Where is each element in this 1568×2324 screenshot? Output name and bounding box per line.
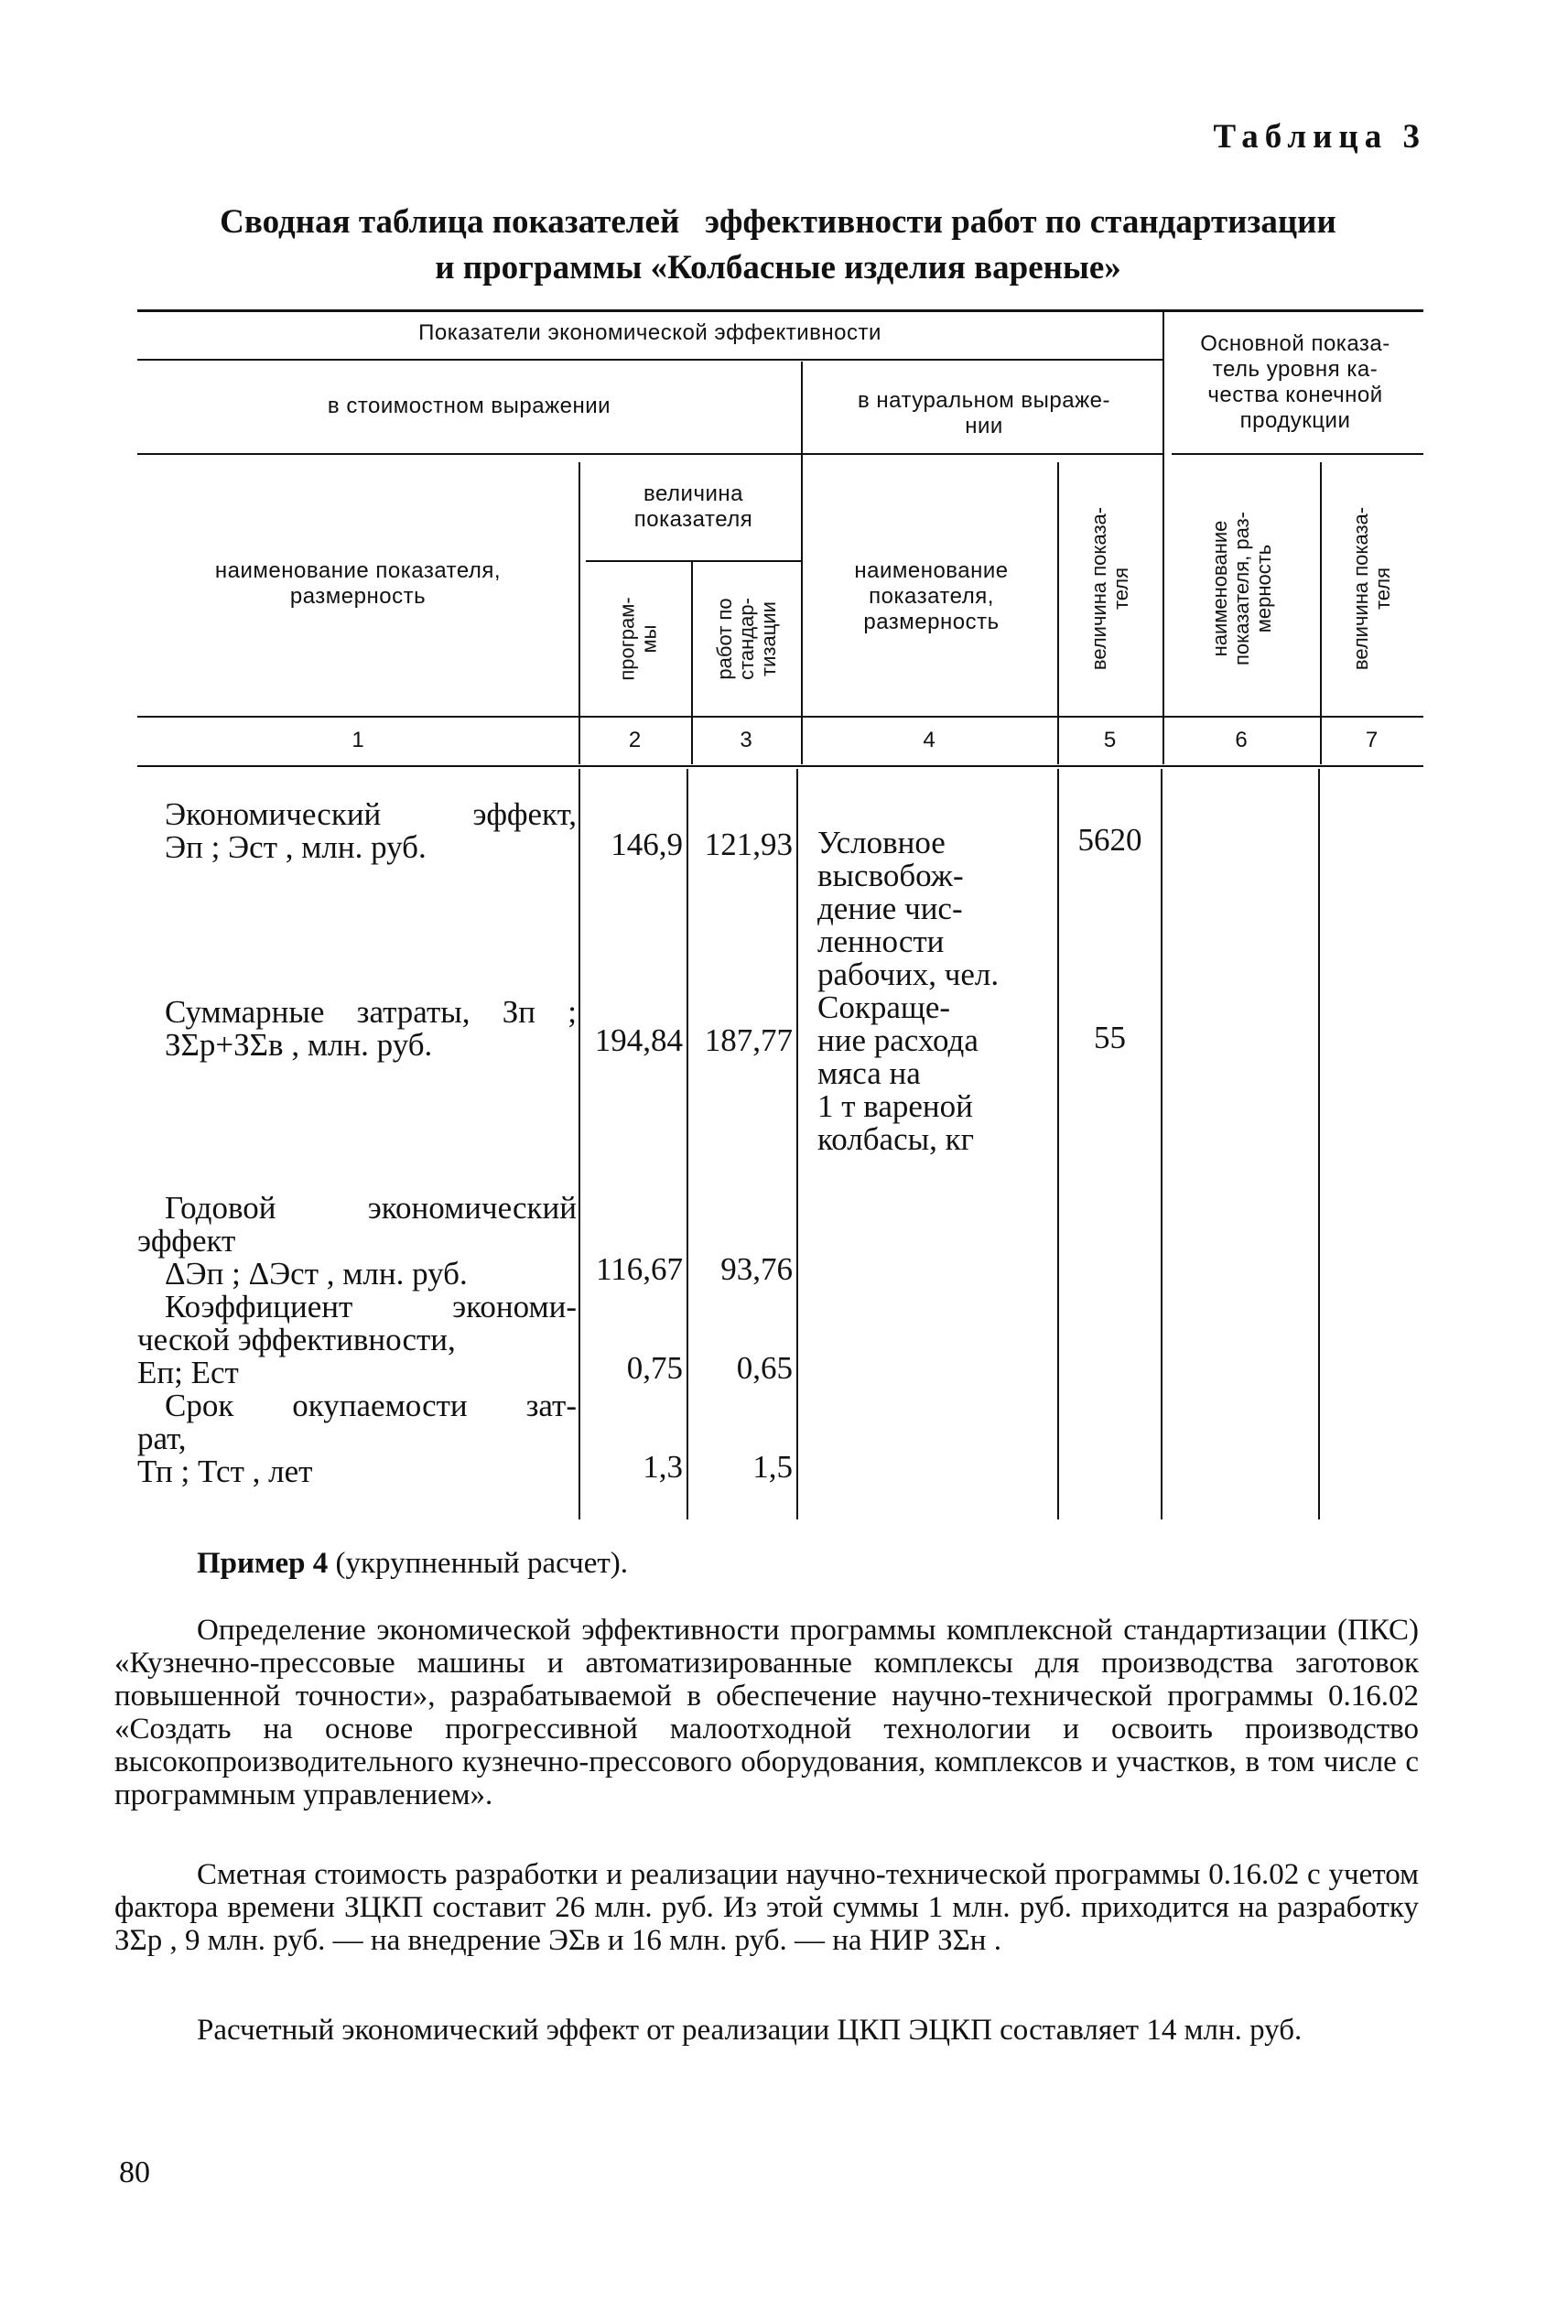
col-number-6: 6 — [1235, 728, 1248, 752]
example-label: Пример 4 — [197, 1547, 329, 1580]
col6-header: наименование показателя, раз- мерность — [1208, 511, 1275, 665]
body-divider-col2 — [687, 769, 688, 1519]
col-number-4: 4 — [923, 728, 935, 752]
col5-header: величина показа- теля — [1087, 506, 1133, 670]
row-efficiency-coef-name: Коэффициент экономи- ческой эффективности, Еп; Ест — [137, 1289, 577, 1390]
col1-header: наименование показателя, размерность — [214, 558, 502, 609]
table-title-line-1: Сводная таблица показателей эффективности работ по стандартизации — [220, 203, 1336, 241]
col-number-1: 1 — [351, 728, 364, 752]
table-number: Таблица 3 — [1213, 118, 1426, 156]
col3-header: работ по стандар- тизации — [712, 598, 780, 680]
col-number-3: 3 — [740, 728, 752, 752]
table-title — [137, 200, 1419, 291]
row-payback-name: Срок окупаемости зат- рат, Тп ; Тст , лет — [137, 1388, 577, 1489]
col-number-7: 7 — [1365, 728, 1379, 752]
efficiency-coef-standard-value: 0,65 — [736, 1350, 793, 1386]
paragraph-1: Определение экономической эффективности программы комплексной стандартизации (ПКС) «Кузнечно-прессовые машины и автоматизированные комплексы для производства заготовок повышенной точности», разрабатываемой в обеспечение научно-технической программы 0.16.02 «Создать на основе прогрессивной малоотходной технологии и освоить производство высокопроизводительного кузнечно-прессового оборудования, комплексов и участков, в том числе с программным управлением». — [114, 1614, 1419, 1811]
cost-group-header: в стоимостном выражении — [327, 394, 611, 418]
natural-value-1: 5620 — [1077, 822, 1142, 858]
total-costs-program-value: 194,84 — [594, 1022, 683, 1058]
body-divider-col4 — [1057, 769, 1059, 1519]
example-heading — [197, 1547, 628, 1581]
table-top-rule — [137, 309, 1423, 312]
body-divider-col1 — [579, 769, 580, 1519]
payback-standard-value: 1,5 — [752, 1449, 793, 1485]
body-divider-col5 — [1161, 769, 1162, 1519]
paragraph-3: Расчетный экономический эффект от реализации ЦКП ЭЦКП составляет 14 млн. руб. — [197, 2014, 1303, 2047]
body-divider-col6 — [1318, 769, 1320, 1519]
cost-group-rule — [137, 453, 1162, 455]
econ-group-rule — [137, 359, 1162, 361]
quality-group-rule — [1172, 453, 1423, 455]
col-number-2: 2 — [628, 728, 642, 752]
body-divider-col3 — [796, 769, 798, 1519]
paragraph-2: Сметная стоимость разработки и реализации научно-технической программы 0.16.02 с учетом фактора времени ЗЦКП составит 26 млн. руб. Из этой суммы 1 млн. руб. приходится на разработку ЗΣр , 9 млн. руб. — на внедрение ЭΣв и 16 млн. руб. — на НИР ЗΣн . — [114, 1858, 1419, 1957]
col-number-5: 5 — [1103, 728, 1117, 752]
col2-header: програм- мы — [615, 597, 661, 681]
annual-effect-standard-value: 93,76 — [720, 1251, 793, 1287]
total-costs-standard-value: 187,77 — [704, 1022, 793, 1058]
value-group-header: величина показателя — [633, 481, 753, 532]
econ-group-header: Показатели экономической эффективности — [418, 320, 881, 345]
row-annual-effect-name: Годовой экономический эффект ΔЭп ; ΔЭст , млн. руб. — [137, 1190, 577, 1292]
divider-after-cost — [801, 362, 803, 764]
efficiency-coef-program-value: 0,75 — [626, 1350, 683, 1386]
header-bottom-rule — [137, 716, 1423, 718]
row-econ-effect-name: Экономический эффект, Эп ; Эст , млн. руб. — [165, 796, 577, 865]
row-total-costs-name: Суммарные затраты, Зп ; ЗΣр+ЗΣв , млн. руб. — [165, 994, 577, 1063]
econ-effect-program-value: 146,9 — [611, 827, 683, 862]
col4-header: наименование показателя, размерность — [854, 558, 1009, 634]
quality-group-header: Основной показа- тель уровня ка- чества конечной продукции — [1200, 331, 1390, 433]
divider-col1 — [579, 462, 580, 764]
natural-group-header: в натуральном выраже- нии — [857, 388, 1111, 438]
annual-effect-program-value: 116,67 — [596, 1251, 683, 1287]
table-title-line-2: и программы «Колбасные изделия вареные» — [435, 249, 1121, 286]
value-group-rule — [586, 560, 801, 562]
page-number: 80 — [119, 2156, 150, 2189]
col7-header: величина показа- теля — [1349, 506, 1395, 670]
natural-indicator-1: Условное высвобож- дение чис- ленности рабочих, чел. — [817, 825, 1000, 992]
natural-indicator-2: Сокраще- ние расхода мяса на 1 т вареной колбасы, кг — [817, 989, 979, 1157]
example-note: (укрупненный расчет). — [328, 1547, 629, 1580]
payback-program-value: 1,3 — [643, 1449, 683, 1485]
econ-effect-standard-value: 121,93 — [704, 827, 793, 862]
colnum-bottom-rule — [137, 765, 1423, 767]
natural-value-2: 55 — [1094, 1020, 1126, 1055]
